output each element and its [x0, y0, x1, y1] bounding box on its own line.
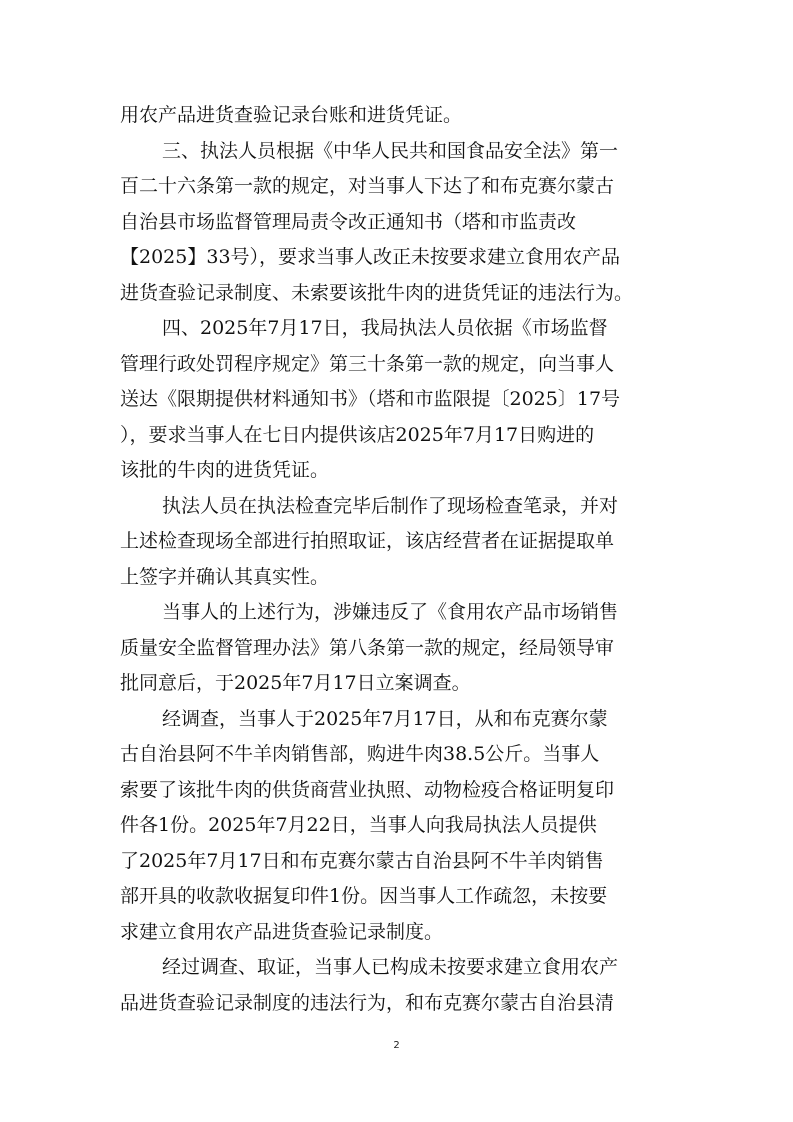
text-line: 进货查验记录制度、未索要该批牛肉的进货凭证的违法行为。 — [120, 281, 634, 304]
text-line: 执法人员在执法检查完毕后制作了现场检查笔录，并对 — [162, 494, 619, 517]
text-line: 了2025年7月17日和布克赛尔蒙古自治县阿不牛羊肉销售 — [120, 849, 604, 872]
text-line: 上述检查现场全部进行拍照取证，该店经营者在证据提取单 — [120, 530, 615, 552]
text-line: 送达《限期提供材料通知书》（塔和市监限提〔2025〕17号 — [120, 388, 621, 410]
text-line: 古自治县阿不牛羊肉销售部，购进牛肉38.5公斤。当事人 — [120, 743, 600, 765]
text-line: 索要了该批牛肉的供货商营业执照、动物检疫合格证明复印 — [120, 778, 615, 801]
text-line: 件各1份。2025年7月22日，当事人向我局执法人员提供 — [120, 814, 597, 836]
text-line: 三、执法人员根据《中华人民共和国食品安全法》第一 — [162, 139, 619, 162]
text-line: 自治县市场监督管理局责令改正通知书（塔和市监责改 — [120, 210, 577, 233]
text-line: 批同意后，于2025年7月17日立案调查。 — [120, 672, 471, 694]
text-line: 部开具的收款收据复印件1份。因当事人工作疏忽，未按要 — [120, 885, 608, 907]
text-line: 管理行政处罚程序规定》第三十条第一款的规定，向当事人 — [120, 352, 615, 375]
text-line: 求建立食用农产品进货查验记录制度。 — [120, 920, 444, 943]
text-line: 该批的牛肉的进货凭证。 — [120, 459, 330, 481]
text-line: 【2025】33号），要求当事人改正未按要求建立食用农产品 — [120, 246, 621, 268]
text-line: 上签字并确认其真实性。 — [120, 565, 330, 588]
text-line: 经过调查、取证，当事人已构成未按要求建立食用农产 — [162, 956, 619, 978]
text-line: 经调查，当事人于2025年7月17日，从和布克赛尔蒙 — [162, 707, 608, 730]
text-line: 质量安全监督管理办法》第八条第一款的规定，经局领导审 — [120, 636, 615, 659]
text-line: 当事人的上述行为，涉嫌违反了《食用农产品市场销售 — [162, 601, 619, 623]
text-line: 用农产品进货查验记录台账和进货凭证。 — [120, 104, 463, 126]
page-number: 2 — [393, 1040, 400, 1051]
text-line: 品进货查验记录制度的违法行为，和布克赛尔蒙古自治县清 — [120, 991, 615, 1014]
text-line: ），要求当事人在七日内提供该店2025年7月17日购进的 — [120, 423, 595, 446]
text-line: 百二十六条第一款的规定，对当事人下达了和布克赛尔蒙古 — [120, 175, 615, 197]
document-body — [120, 98, 680, 1021]
text-line: 四、2025年7月17日，我局执法人员依据《市场监督 — [162, 317, 608, 339]
